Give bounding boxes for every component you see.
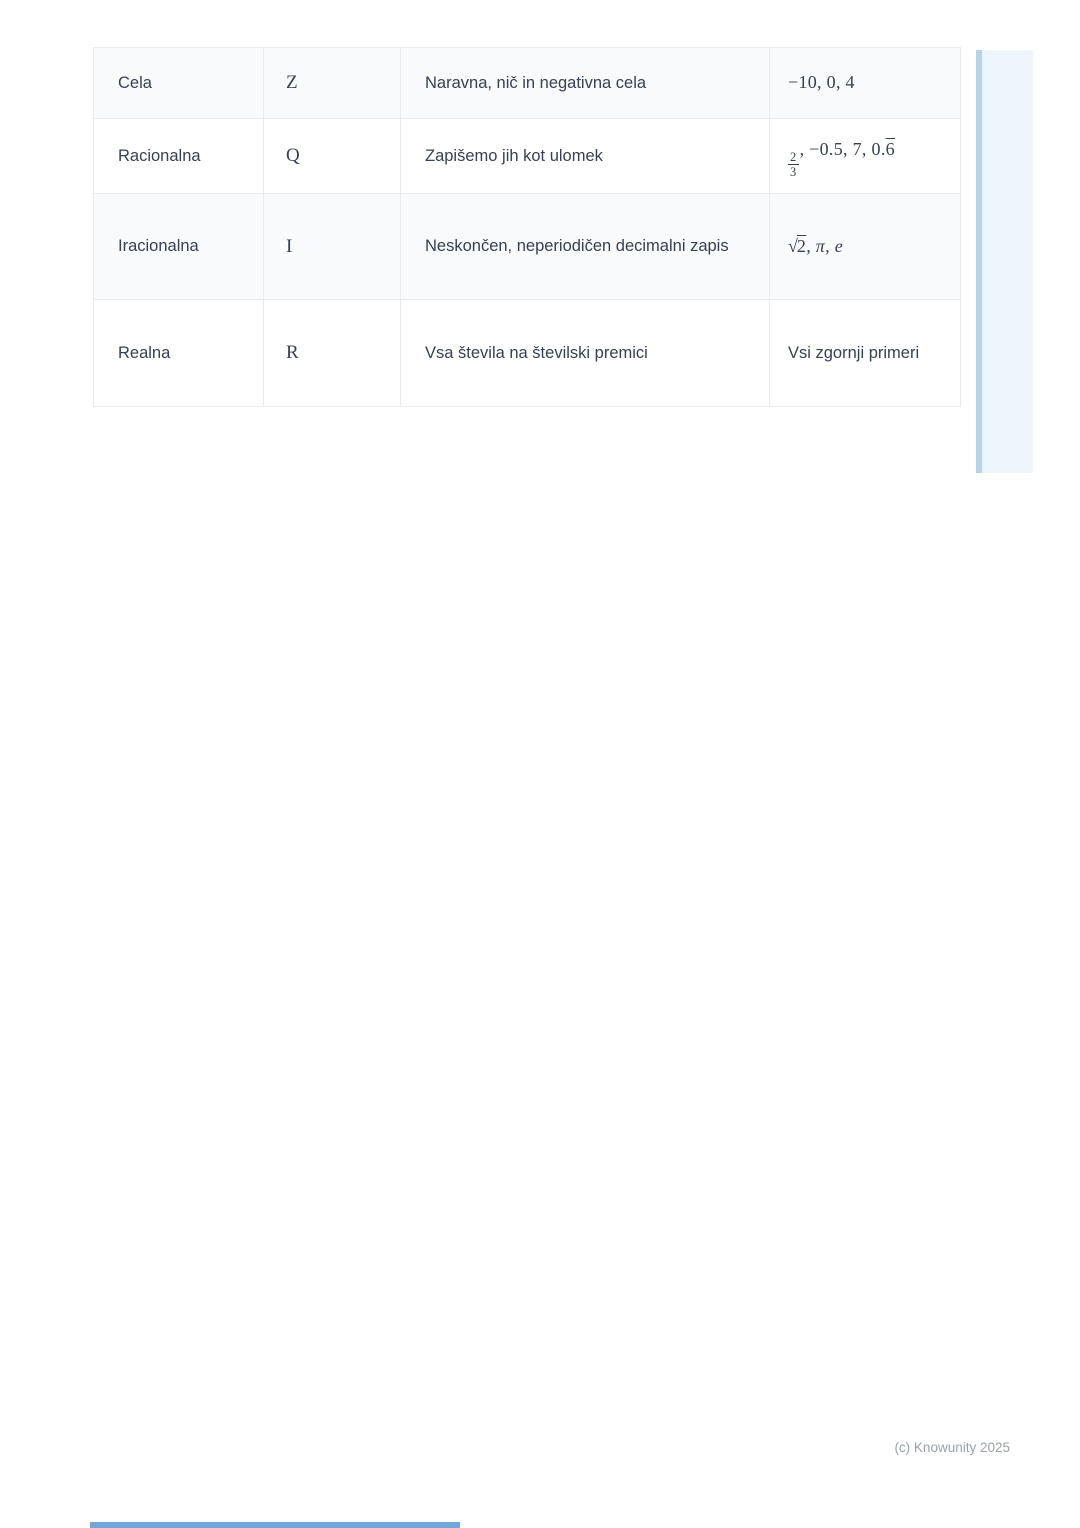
- table-row-iracionalna: [94, 194, 961, 300]
- table-row-cela: [94, 48, 961, 119]
- examples-text: , −0.5, 7, 0.: [799, 138, 886, 159]
- cell-set-description: Vsa števila na številski premici: [401, 300, 770, 407]
- fraction: [788, 150, 799, 180]
- footer-copyright: (c) Knowunity 2025: [894, 1440, 1010, 1455]
- cell-set-description: Neskončen, neperiodičen decimalni zapis: [401, 194, 770, 300]
- side-thumbnail-panel: [976, 50, 1033, 473]
- fraction-denominator: 3: [790, 165, 797, 179]
- fraction-numerator: 2: [790, 149, 797, 164]
- scroll-indicator[interactable]: [976, 50, 982, 473]
- cell-set-examples: [770, 119, 961, 194]
- cell-set-symbol: I: [264, 194, 401, 300]
- cell-set-description: Zapišemo jih kot ulomek: [401, 119, 770, 194]
- radicand: 2: [796, 235, 807, 256]
- sqrt-icon: √: [788, 235, 797, 256]
- number-sets-table: [93, 47, 961, 407]
- cell-set-name: Cela: [94, 48, 264, 119]
- next-page-top-bar: [90, 1522, 460, 1528]
- cell-set-name: Iracionalna: [94, 194, 264, 300]
- cell-set-name: Racionalna: [94, 119, 264, 194]
- cell-set-description: Naravna, nič in negativna cela: [401, 48, 770, 119]
- periodic-digit: 6: [885, 138, 895, 159]
- cell-set-symbol: Q: [264, 119, 401, 194]
- cell-set-name: Realna: [94, 300, 264, 407]
- cell-set-symbol: R: [264, 300, 401, 407]
- cell-set-examples: −10, 0, 4: [770, 48, 961, 119]
- table-row-realna: [94, 300, 961, 407]
- cell-set-symbol: Z: [264, 48, 401, 119]
- table-row-racionalna: [94, 119, 961, 194]
- cell-set-examples: Vsi zgornji primeri: [770, 300, 961, 407]
- examples-text: , π, e: [806, 235, 844, 256]
- cell-set-examples: [770, 194, 961, 300]
